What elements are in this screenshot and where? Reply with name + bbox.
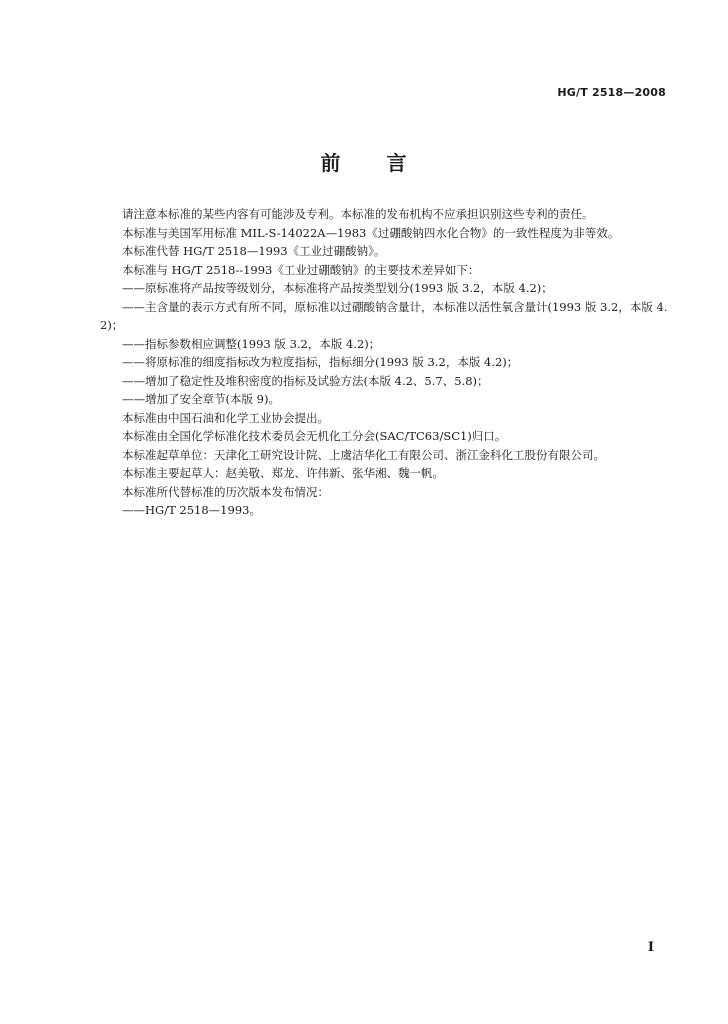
list-item: ——指标参数相应调整(1993 版 3.2，本版 4.2)； (122, 336, 381, 351)
list-item: ——原标准将产品按等级划分，本标准将产品按类型划分(1993 版 3.2，本版 4.2)； (122, 281, 553, 295)
paragraph: 本标准由全国化学标准化技术委员会无机化工分会(SAC/TC63/SC1)归口。 (122, 429, 507, 443)
paragraph: 请注意本标准的某些内容有可能涉及专利。本标准的发布机构不应承担识别这些专利的责任。 (122, 207, 594, 221)
paragraph: 本标准代替 HG/T 2518—1993《工业过硼酸钠》。 (122, 244, 386, 258)
list-item: ——增加了安全章节(本版 9)。 (122, 392, 280, 406)
page-title (0, 147, 728, 176)
paragraph: 本标准起草单位：天津化工研究设计院、上虞洁华化工有限公司、浙江金科化工股份有限公司。 (122, 447, 605, 462)
paragraph: 本标准与 HG/T 2518--1993《工业过硼酸钠》的主要技术差异如下： (122, 262, 480, 277)
standard-code: HG/T 2518—2008 (557, 86, 666, 99)
page-number: I (647, 940, 654, 955)
paragraph: 本标准由中国石油和化学工业协会提出。 (122, 410, 329, 425)
list-item: ——HG/T 2518—1993。 (122, 503, 261, 517)
paragraph: 本标准主要起草人：赵美敬、郑龙、许伟新、张华湘、魏一帆。 (122, 466, 444, 480)
title-char-2: 言 (386, 151, 408, 175)
paragraph: 本标准所代替标准的历次版本发布情况： (122, 484, 329, 499)
list-item: ——主含量的表示方式有所不同，原标准以过硼酸钠含量计，本标准以活性氧含量计(1993 版 3.2，本版 4.2)； (100, 299, 668, 332)
list-item: ——将原标准的细度指标改为粒度指标，指标细分(1993 版 3.2，本版 4.2)； (122, 355, 519, 369)
paragraph: 本标准与美国军用标准 MIL-S-14022A—1983《过硼酸钠四水化合物》的一致性程度为非等效。 (122, 225, 620, 240)
list-item: ——增加了稳定性及堆积密度的指标及试验方法(本版 4.2、5.7、5.8)； (122, 373, 489, 388)
foreword-body (100, 205, 668, 520)
title-char-1: 前 (320, 151, 342, 175)
